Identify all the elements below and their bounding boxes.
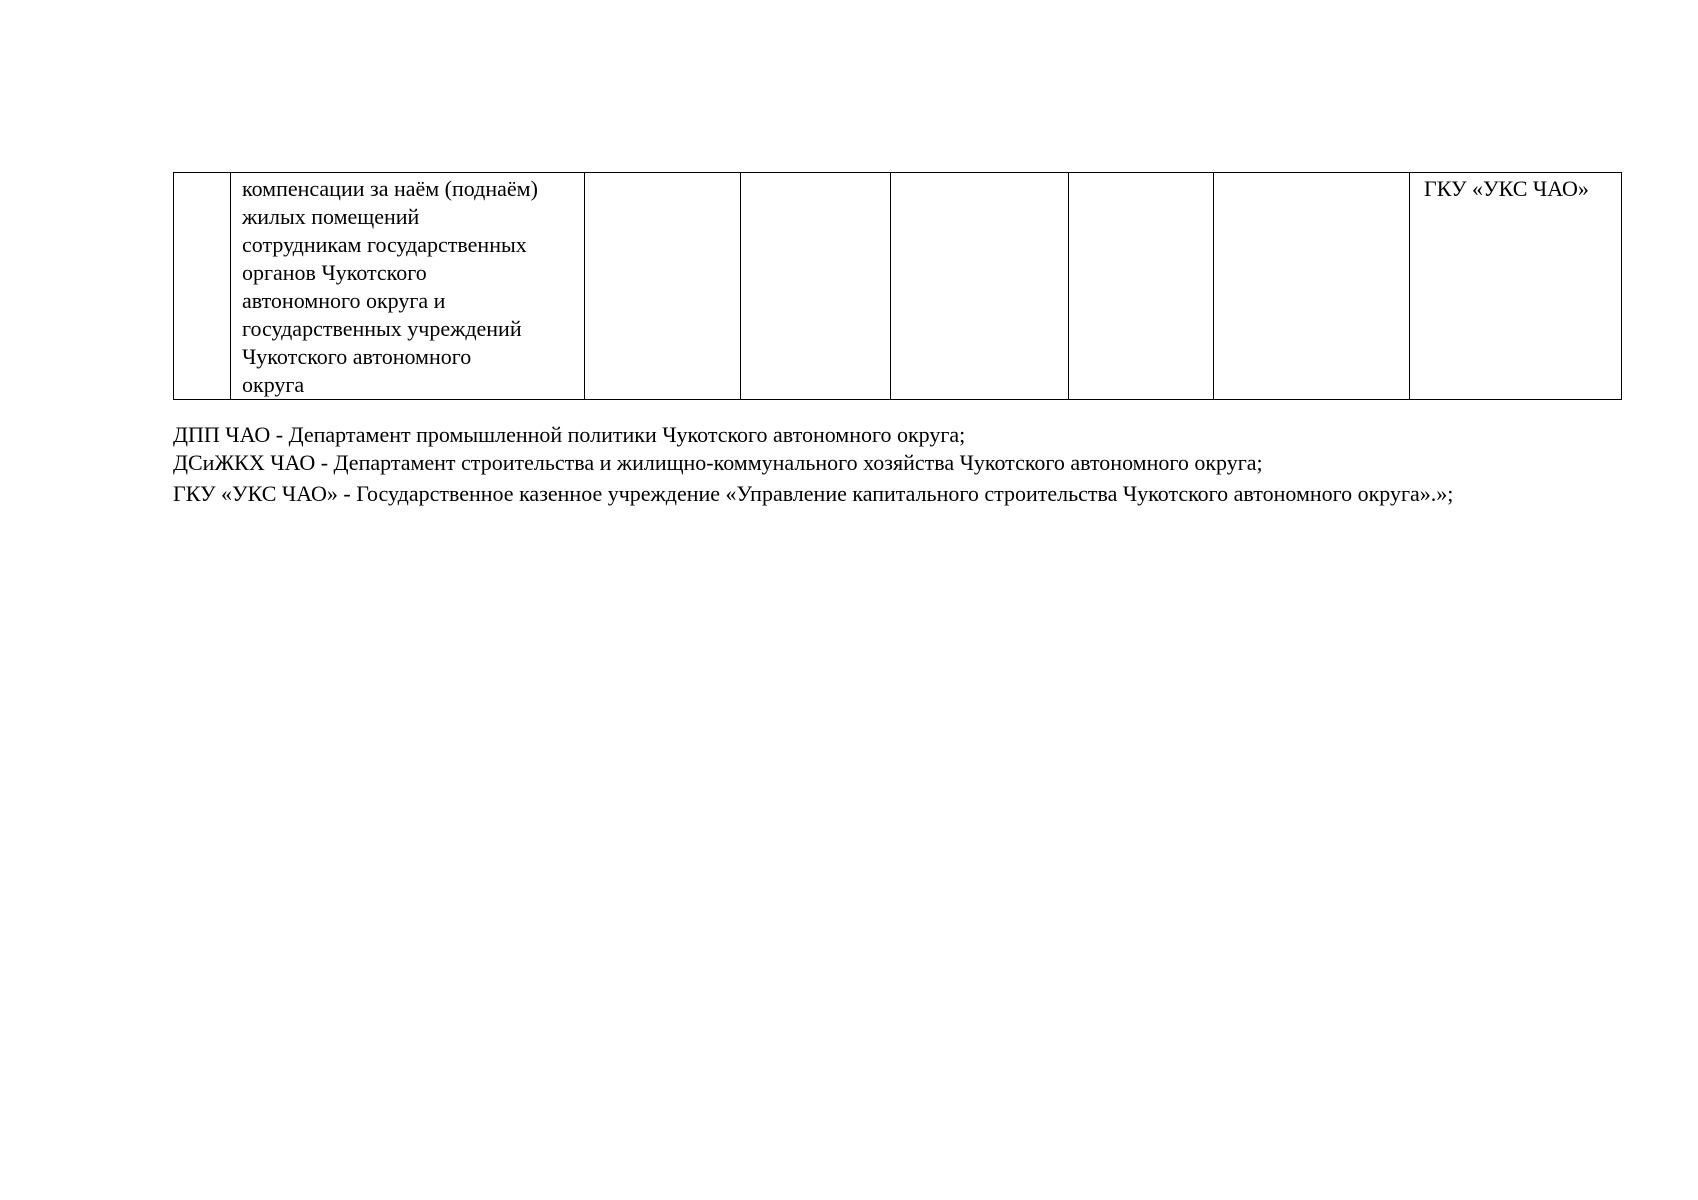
note-dsizhkh: ДСиЖКХ ЧАО - Департамент строительства и жилищно-коммунального хозяйства Чукотского автономного округа; bbox=[173, 450, 1263, 475]
table-cell-empty bbox=[891, 173, 1069, 400]
table-cell-empty bbox=[585, 173, 741, 400]
table-cell-executor bbox=[1410, 173, 1622, 400]
table-cell-number bbox=[174, 173, 231, 400]
note-dpp: ДПП ЧАО - Департамент промышленной политики Чукотского автономного округа; bbox=[173, 422, 966, 447]
measure-description: компенсации за наём (поднаём) жилых помещений сотрудникам государственных органов Чукотского автономного округа и государственных учреждений Чукотского автономного округа bbox=[242, 176, 538, 397]
table-row bbox=[174, 173, 1622, 400]
table-cell-description bbox=[231, 173, 585, 400]
abbreviation-notes bbox=[173, 421, 1623, 508]
note-gku: ГКУ «УКС ЧАО» - Государственное казенное учреждение «Управление капитального строительства Чукотского автономного округа».»; bbox=[173, 481, 1454, 506]
program-table bbox=[173, 172, 1622, 400]
table-cell-empty bbox=[1214, 173, 1410, 400]
table-cell-empty bbox=[741, 173, 891, 400]
table-cell-empty bbox=[1069, 173, 1214, 400]
executor-name: ГКУ «УКС ЧАО» bbox=[1424, 176, 1589, 201]
